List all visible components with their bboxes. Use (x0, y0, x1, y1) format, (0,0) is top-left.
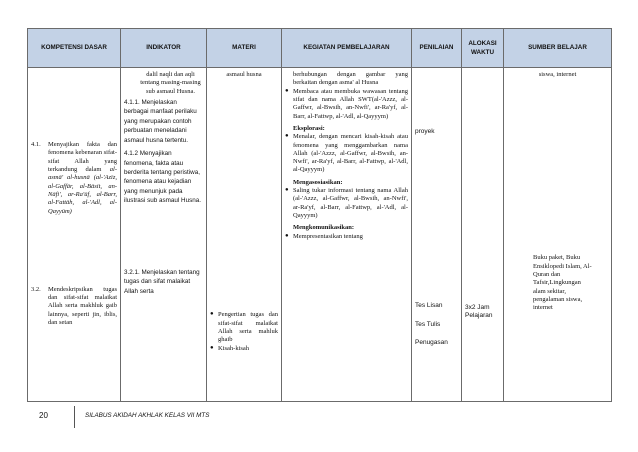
header-sumber-belajar: SUMBER BELAJAR (504, 29, 612, 68)
section-title-mengkomunikasikan: Mengkomunikasikan: (293, 224, 355, 232)
sumber-main: Buku paket, Buku Ensiklopedi Islam, Al-Quran dan Tafsir,Lingkungan alam sekitar, pengalaman siswa, internet (533, 254, 592, 312)
kegiatan-bullet-text: Menalar, dengan mencari kisah-kisah atau fenomena yang menggambarkan nama Allah (al-'Azzz, al-Gaffwr, al-Bwsih, an-Nwfi', ar-Ra'yf, al-Barr, al-Fattwp, al-'Adl, al-Qayyym) (293, 133, 408, 174)
header-penilaian: PENILAIAN (412, 29, 462, 68)
kd-item-terms: al-asmā' al-husnā (al-'Azīz, al-Gaffār, al-Bāsit, an-Nāfi', ar-Ra'ūf, al-Barr, al-Fattāh, al-'Adl, al-Qayyūm) (48, 165, 118, 215)
header-materi: MATERI (207, 29, 282, 68)
header-kegiatan-pembelajaran: KEGIATAN PEMBELAJARAN (282, 29, 412, 68)
kegiatan-bullet (285, 187, 408, 220)
bullet-dot-icon: ● (285, 232, 289, 239)
section-title-mengasosiasikan: Mengasosiasikan: (293, 178, 343, 186)
indikator-text: Menyajikan fenomena, fakta atau berderita tentang peristiwa, fenomena atau kejadian yang menunjuk pada ilustrasi sub asmaul Husna. (124, 150, 201, 205)
indikator-4-1-2 (124, 149, 203, 206)
kd-item-text: Mendeskripsikan tugas dan sifat-sifat malaikat Allah serta makhluk gaib lainnya, seperti jin, iblis, dan setan (48, 285, 117, 327)
materi-continuation: asmaul husna (226, 71, 262, 78)
indikator-3-2-1 (124, 268, 203, 296)
indikator-continuation: dalil naqli dan aqli tentang masing-masing sub asmaul Husna. (140, 71, 201, 95)
cell-materi (207, 68, 282, 402)
bullet-dot-icon: ● (210, 344, 214, 351)
indikator-number: 4.1.1. (124, 98, 140, 106)
bullet-dot-icon: ● (285, 87, 289, 94)
header-alokasi-waktu: ALOKASI WAKTU (462, 29, 504, 68)
indikator-text: Menjelaskan tentang tugas dan sifat malaikat Allah serta (124, 268, 200, 295)
materi-bullet (210, 345, 278, 353)
kegiatan-bullet (285, 88, 408, 121)
page-number: 20 (39, 411, 48, 420)
syllabus-table (27, 28, 612, 402)
alokasi-jam: 3x2 Jam Pelajaran (465, 304, 493, 320)
cell-kegiatan-pembelajaran (282, 68, 412, 402)
kd-item-number: 4.1. (31, 141, 41, 148)
kegiatan-continuation: berhubungan dengan gambar yang berkaitan dengan asma' al Husna (293, 71, 408, 87)
kegiatan-bullet (285, 233, 408, 241)
kd-item-number: 3.2. (31, 285, 41, 293)
penilaian-tes-lisan: Tes Lisan (415, 302, 443, 310)
materi-bullet-text: Kisah-kisah (218, 344, 250, 352)
materi-bullet-text: Pengertian tugas dan sifat-sifat malaikat Allah serta mahluk ghaib (218, 311, 278, 344)
kd-item-text: Menyajikan fakta dan fenomena kebenaran sifat-sifat Allah yang terkandung dalam (48, 141, 117, 173)
penilaian-tes-tulis: Tes Tulis (415, 320, 441, 328)
cell-kompetensi-dasar (28, 68, 121, 402)
page-footer (27, 406, 611, 428)
table-header-row (28, 29, 612, 68)
indikator-text: Menjelaskan berbagai manfaat perilaku yang merupakan contoh perbuatan meneladani asmaul husna tertentu. (124, 98, 197, 144)
kd-item-4-1 (31, 141, 117, 216)
bullet-dot-icon: ● (210, 311, 214, 318)
bullet-dot-icon: ● (285, 133, 289, 140)
cell-penilaian (412, 68, 462, 402)
cell-alokasi-waktu (462, 68, 504, 402)
indikator-number: 4.1.2 (124, 150, 139, 158)
bullet-dot-icon: ● (285, 187, 289, 194)
cell-indikator (121, 68, 207, 402)
section-title-eksplorasi: Eksplorasi: (293, 124, 325, 132)
penilaian-proyek: proyek (415, 128, 435, 135)
footer-divider (74, 406, 75, 428)
kegiatan-bullet (285, 133, 408, 175)
sumber-continuation: siswa, internet (538, 71, 577, 78)
kegiatan-bullet-text: Membaca atau membuka wawasan tentang sifat dan nama Allah SWT(al-'Azzz, al-Gaffwr, al-Bwsih, an-Nwfi', ar-Ra'yf, al-Barr, al-Fattwp, al-'Adl, al-Qayyym) (293, 87, 408, 120)
cell-sumber-belajar (504, 68, 612, 402)
table-row (28, 68, 612, 402)
penilaian-penugasan: Penugasan (415, 338, 448, 346)
footer-title: SILABUS AKIDAH AKHLAK KELAS VII MTS (85, 412, 210, 419)
indikator-number: 3.2.1. (124, 268, 140, 276)
kegiatan-bullet-text: Mempresentasikan tentang (293, 232, 363, 240)
header-indikator: INDIKATOR (121, 29, 207, 68)
indikator-4-1-1 (124, 98, 203, 145)
kd-item-3-2 (31, 286, 117, 328)
kegiatan-bullet-text: Saling tukar informasi tentang nama Allah (al-'Azzz, al-Gaffwr, al-Bwsih, an-Nwfi', ar-Ra'yf, al-Barr, al-Fattwp, al-'Adl, al-Qayyym) (293, 187, 408, 219)
materi-bullet (210, 311, 278, 344)
header-kompetensi-dasar: KOMPETENSI DASAR (28, 29, 121, 68)
